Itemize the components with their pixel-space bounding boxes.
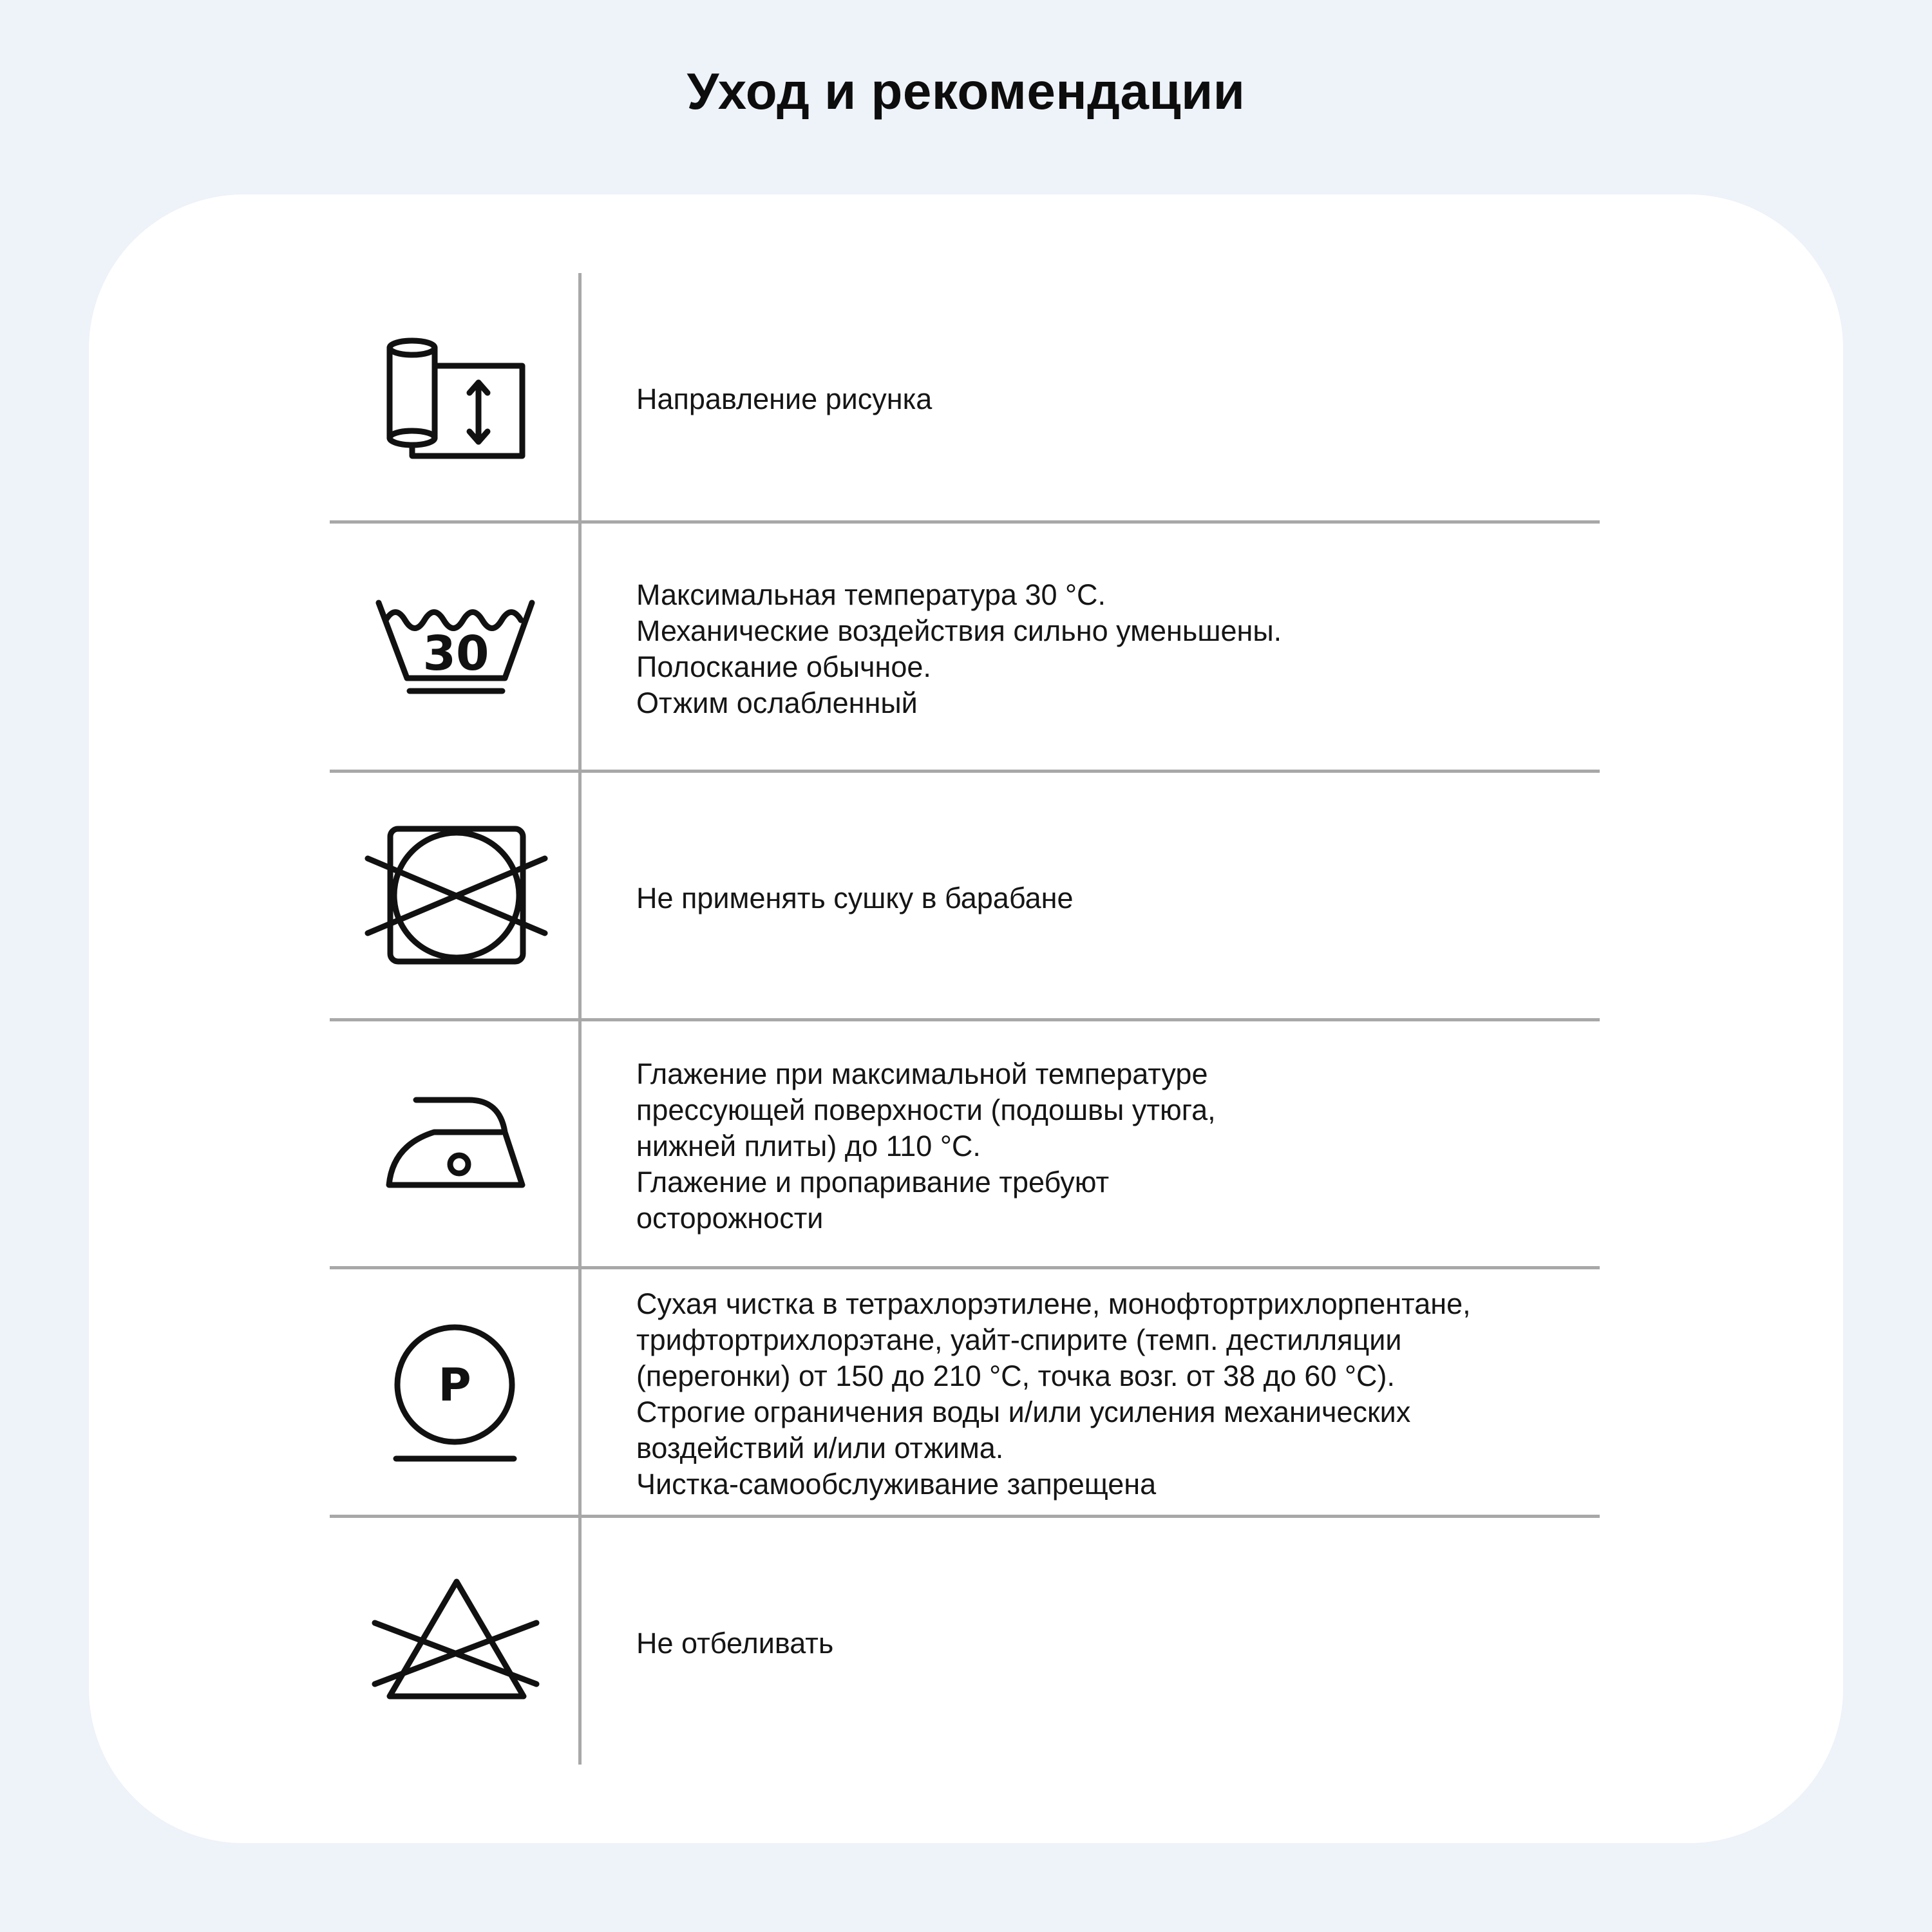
care-text-line: Отжим ослабленный <box>636 687 918 719</box>
care-text-line: Чистка-самообслуживание запрещена <box>636 1468 1157 1501</box>
care-text-wash <box>636 533 1602 765</box>
page-title: Уход и рекомендации <box>687 62 1245 120</box>
row-divider <box>330 520 1600 524</box>
no-tumble-dry-icon <box>340 782 572 1014</box>
care-text-line: (перегонки) от 150 до 210 °С, точка возг. от 38 до 60 °С). <box>636 1359 1395 1392</box>
care-text-line: Механические воздействия сильно уменьшены. <box>636 614 1282 647</box>
care-text-bleach <box>636 1528 1602 1759</box>
care-text-line: Глажение и пропаривание требуют <box>636 1166 1110 1198</box>
care-text-tumble-dry <box>636 782 1602 1014</box>
dry-clean-p-gentle-icon <box>340 1278 572 1510</box>
care-text-line: Максимальная температура 30 °С. <box>636 578 1106 611</box>
care-text-line: Направление рисунка <box>636 383 933 415</box>
care-text-line: трифтортрихлорэтане, уайт-спирите (темп. дестилляции <box>636 1323 1402 1356</box>
row-divider <box>330 770 1600 773</box>
care-text-line: нижней плиты) до 110 °С. <box>636 1130 981 1162</box>
wash-30-icon <box>340 533 572 765</box>
care-text-line: воздействий и/или отжима. <box>636 1432 1004 1464</box>
care-text-line: Сухая чистка в тетрахлорэтилене, монофтортрихлорпентане, <box>636 1287 1471 1320</box>
care-text-line: Не применять сушку в барабане <box>636 882 1074 914</box>
row-divider <box>330 1266 1600 1269</box>
care-text-dry-clean <box>636 1278 1602 1510</box>
do-not-bleach-icon <box>340 1528 572 1759</box>
care-text-line: прессующей поверхности (подошвы утюга, <box>636 1094 1216 1126</box>
row-divider <box>330 1515 1600 1518</box>
care-text-pattern-direction <box>636 283 1602 515</box>
care-text-line: Глажение при максимальной температуре <box>636 1057 1208 1090</box>
care-text-line: Не отбеливать <box>636 1627 834 1660</box>
iron-low-temperature-icon <box>340 1030 572 1262</box>
care-text-line: Строгие ограничения воды и/или усиления механических <box>636 1396 1411 1428</box>
care-text-line: осторожности <box>636 1202 824 1235</box>
dry-clean-letter: P <box>438 1359 471 1412</box>
wash-temperature-label: 30 <box>422 626 489 681</box>
pattern-direction-icon <box>340 283 572 515</box>
care-text-ironing <box>636 1030 1602 1262</box>
care-text-line: Полоскание обычное. <box>636 650 931 683</box>
row-divider <box>330 1018 1600 1021</box>
